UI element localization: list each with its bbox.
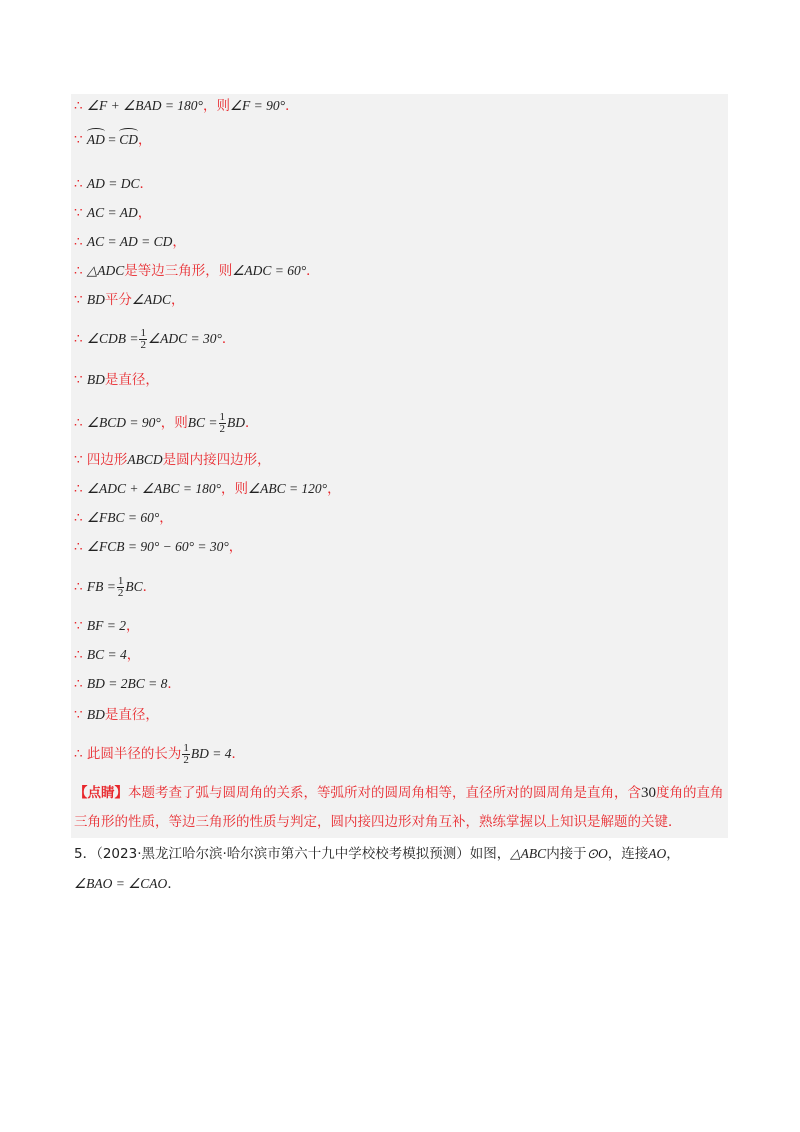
- math-expr: ∠FBC = 60°: [86, 510, 160, 525]
- therefore-symbol: ∴: [74, 746, 87, 762]
- therefore-symbol: ∴: [74, 481, 87, 497]
- punct: ，: [172, 234, 186, 250]
- fraction-denominator: 2: [183, 754, 189, 766]
- solution-line-15: [74, 576, 156, 599]
- math-expr: ∠FCB = 90° − 60° = 30°: [86, 539, 229, 554]
- solution-line-10: [74, 412, 259, 435]
- math-expr: AO: [648, 846, 667, 861]
- solution-line-20: [74, 743, 245, 766]
- fraction-numerator: 1: [183, 742, 189, 754]
- solution-line-18: [74, 676, 181, 692]
- solution-line-8: [74, 328, 235, 351]
- math-expr: ∠CDB =: [86, 331, 139, 346]
- text: ，则: [202, 98, 230, 114]
- therefore-symbol: ∴: [74, 539, 87, 555]
- punct: ，: [126, 647, 141, 663]
- because-symbol: ∵: [74, 132, 87, 148]
- math-expr: ABCD: [127, 452, 163, 467]
- solution-line-19: [74, 707, 159, 723]
- math-expr: ∠ADC + ∠ABC = 180°: [86, 481, 221, 496]
- therefore-symbol: ∴: [74, 579, 87, 595]
- math-expr: ∠BCD = 90°: [86, 415, 161, 430]
- math-expr: BC: [125, 579, 143, 594]
- punct: ．: [245, 415, 259, 431]
- note-text: 度角的直角三角形的性质，等边三角形的性质与判定，圆内接四边形对角互补，熟练掌握以上知识是解题的关键．: [74, 785, 724, 830]
- because-symbol: ∵: [74, 618, 87, 634]
- fraction: [139, 328, 147, 351]
- therefore-symbol: ∴: [74, 676, 87, 692]
- math-expr: BD = 4: [190, 746, 232, 761]
- solution-line-4: [74, 205, 151, 221]
- punct: ，: [138, 132, 152, 148]
- text: 四边形: [86, 452, 128, 468]
- fraction-denominator: 2: [117, 587, 124, 599]
- punct: ，: [126, 618, 140, 634]
- punct: ，: [137, 205, 152, 221]
- solution-line-2: [74, 132, 152, 148]
- math-expr: BC =: [187, 415, 218, 430]
- because-symbol: ∵: [74, 372, 87, 388]
- solution-line-13: [74, 510, 173, 526]
- note-text: 本题考查了弧与圆周角的关系，等弧所对的圆周角相等，直径所对的圆周角是直角，含: [128, 785, 641, 801]
- solution-line-5: [74, 234, 186, 250]
- punct: ．: [221, 331, 236, 347]
- text: 平分: [104, 292, 132, 308]
- math-expr: AC = AD: [86, 205, 138, 220]
- therefore-symbol: ∴: [74, 510, 87, 526]
- fraction: [117, 576, 125, 599]
- fraction-numerator: 1: [117, 575, 124, 587]
- math-expr: ∠ADC = 60°: [232, 263, 307, 278]
- because-symbol: ∵: [74, 205, 87, 221]
- therefore-symbol: ∴: [74, 331, 87, 347]
- math-expr: ⊙O: [586, 846, 608, 861]
- math-expr: BF = 2: [86, 618, 126, 633]
- note-tag: 【点睛】: [74, 785, 128, 801]
- math-expr: ∠ABC = 120°: [247, 481, 328, 496]
- punct: ．: [167, 876, 181, 892]
- text: ，则: [220, 481, 248, 497]
- because-symbol: ∵: [74, 292, 87, 308]
- math-expr: BD: [86, 372, 105, 387]
- punct: ．: [285, 98, 299, 114]
- fraction-numerator: 1: [219, 411, 226, 423]
- solution-line-14: [74, 539, 242, 555]
- math-expr: ∠ADC: [131, 292, 171, 307]
- math-expr: ∠BAO = ∠CAO: [74, 876, 168, 891]
- solution-line-12: [74, 481, 341, 497]
- text: 是圆内接四边形，: [162, 452, 271, 468]
- therefore-symbol: ∴: [74, 415, 87, 431]
- therefore-symbol: ∴: [74, 234, 87, 250]
- because-symbol: ∵: [74, 452, 87, 468]
- punct: ，: [171, 292, 185, 308]
- therefore-symbol: ∴: [74, 176, 87, 192]
- solution-line-3: [74, 176, 153, 192]
- text: ，连接: [607, 846, 649, 862]
- arc-cd: CD: [119, 132, 139, 147]
- math-expr: △ADC: [86, 263, 125, 278]
- fraction-denominator: 2: [140, 339, 146, 351]
- solution-line-1: [74, 98, 299, 114]
- fraction: [219, 412, 227, 435]
- text: 内接于: [546, 846, 587, 862]
- text: 此圆半径的长为: [86, 746, 182, 762]
- because-symbol: ∵: [74, 707, 87, 723]
- therefore-symbol: ∴: [74, 647, 87, 663]
- therefore-symbol: ∴: [74, 263, 87, 279]
- solution-line-17: [74, 647, 140, 663]
- question-number: 5．: [74, 846, 97, 862]
- punct: ，: [228, 539, 243, 555]
- text: ，则: [160, 415, 188, 431]
- math-expr: BD: [86, 292, 105, 307]
- question-source: （2023·黑龙江哈尔滨·哈尔滨市第六十九中学校校考模拟预测）如图，: [96, 846, 511, 862]
- fraction-denominator: 2: [219, 423, 226, 435]
- therefore-symbol: ∴: [74, 98, 87, 114]
- math-expr: FB =: [86, 579, 116, 594]
- solution-line-16: [74, 618, 140, 634]
- math-expr: ∠ADC = 30°: [147, 331, 222, 346]
- punct: ．: [306, 263, 320, 279]
- equals: =: [104, 132, 120, 147]
- math-expr: AC = AD = CD: [86, 234, 173, 249]
- fraction: [182, 743, 190, 766]
- punct: ，: [327, 481, 341, 497]
- fraction-numerator: 1: [140, 327, 146, 339]
- text: ，: [666, 846, 680, 862]
- punct: ．: [142, 579, 157, 595]
- text: 是等边三角形，则: [124, 263, 233, 279]
- math-expr: BD: [227, 415, 246, 430]
- solution-line-7: [74, 292, 185, 308]
- math-expr: AD = DC: [86, 176, 140, 191]
- math-expr: △ABC: [510, 846, 547, 861]
- math-expr: BD = 2BC = 8: [86, 676, 168, 691]
- text: 是直径，: [104, 707, 159, 723]
- math-expr: BC = 4: [86, 647, 127, 662]
- math-expr: ∠F + ∠BAD = 180°: [86, 98, 203, 113]
- solution-line-11: [74, 452, 271, 468]
- text: 是直径，: [104, 372, 159, 388]
- punct: ．: [139, 176, 153, 192]
- punct: ．: [167, 676, 181, 692]
- punct: ，: [159, 510, 173, 526]
- punct: ．: [231, 746, 245, 762]
- math-expr: BD: [86, 707, 105, 722]
- question-5: [74, 839, 734, 899]
- key-point-note: [74, 779, 734, 837]
- solution-line-6: [74, 263, 320, 279]
- math-expr: ∠F = 90°: [229, 98, 286, 113]
- note-number: 30: [641, 785, 656, 801]
- arc-ad: AD: [86, 132, 105, 147]
- solution-line-9: [74, 372, 159, 388]
